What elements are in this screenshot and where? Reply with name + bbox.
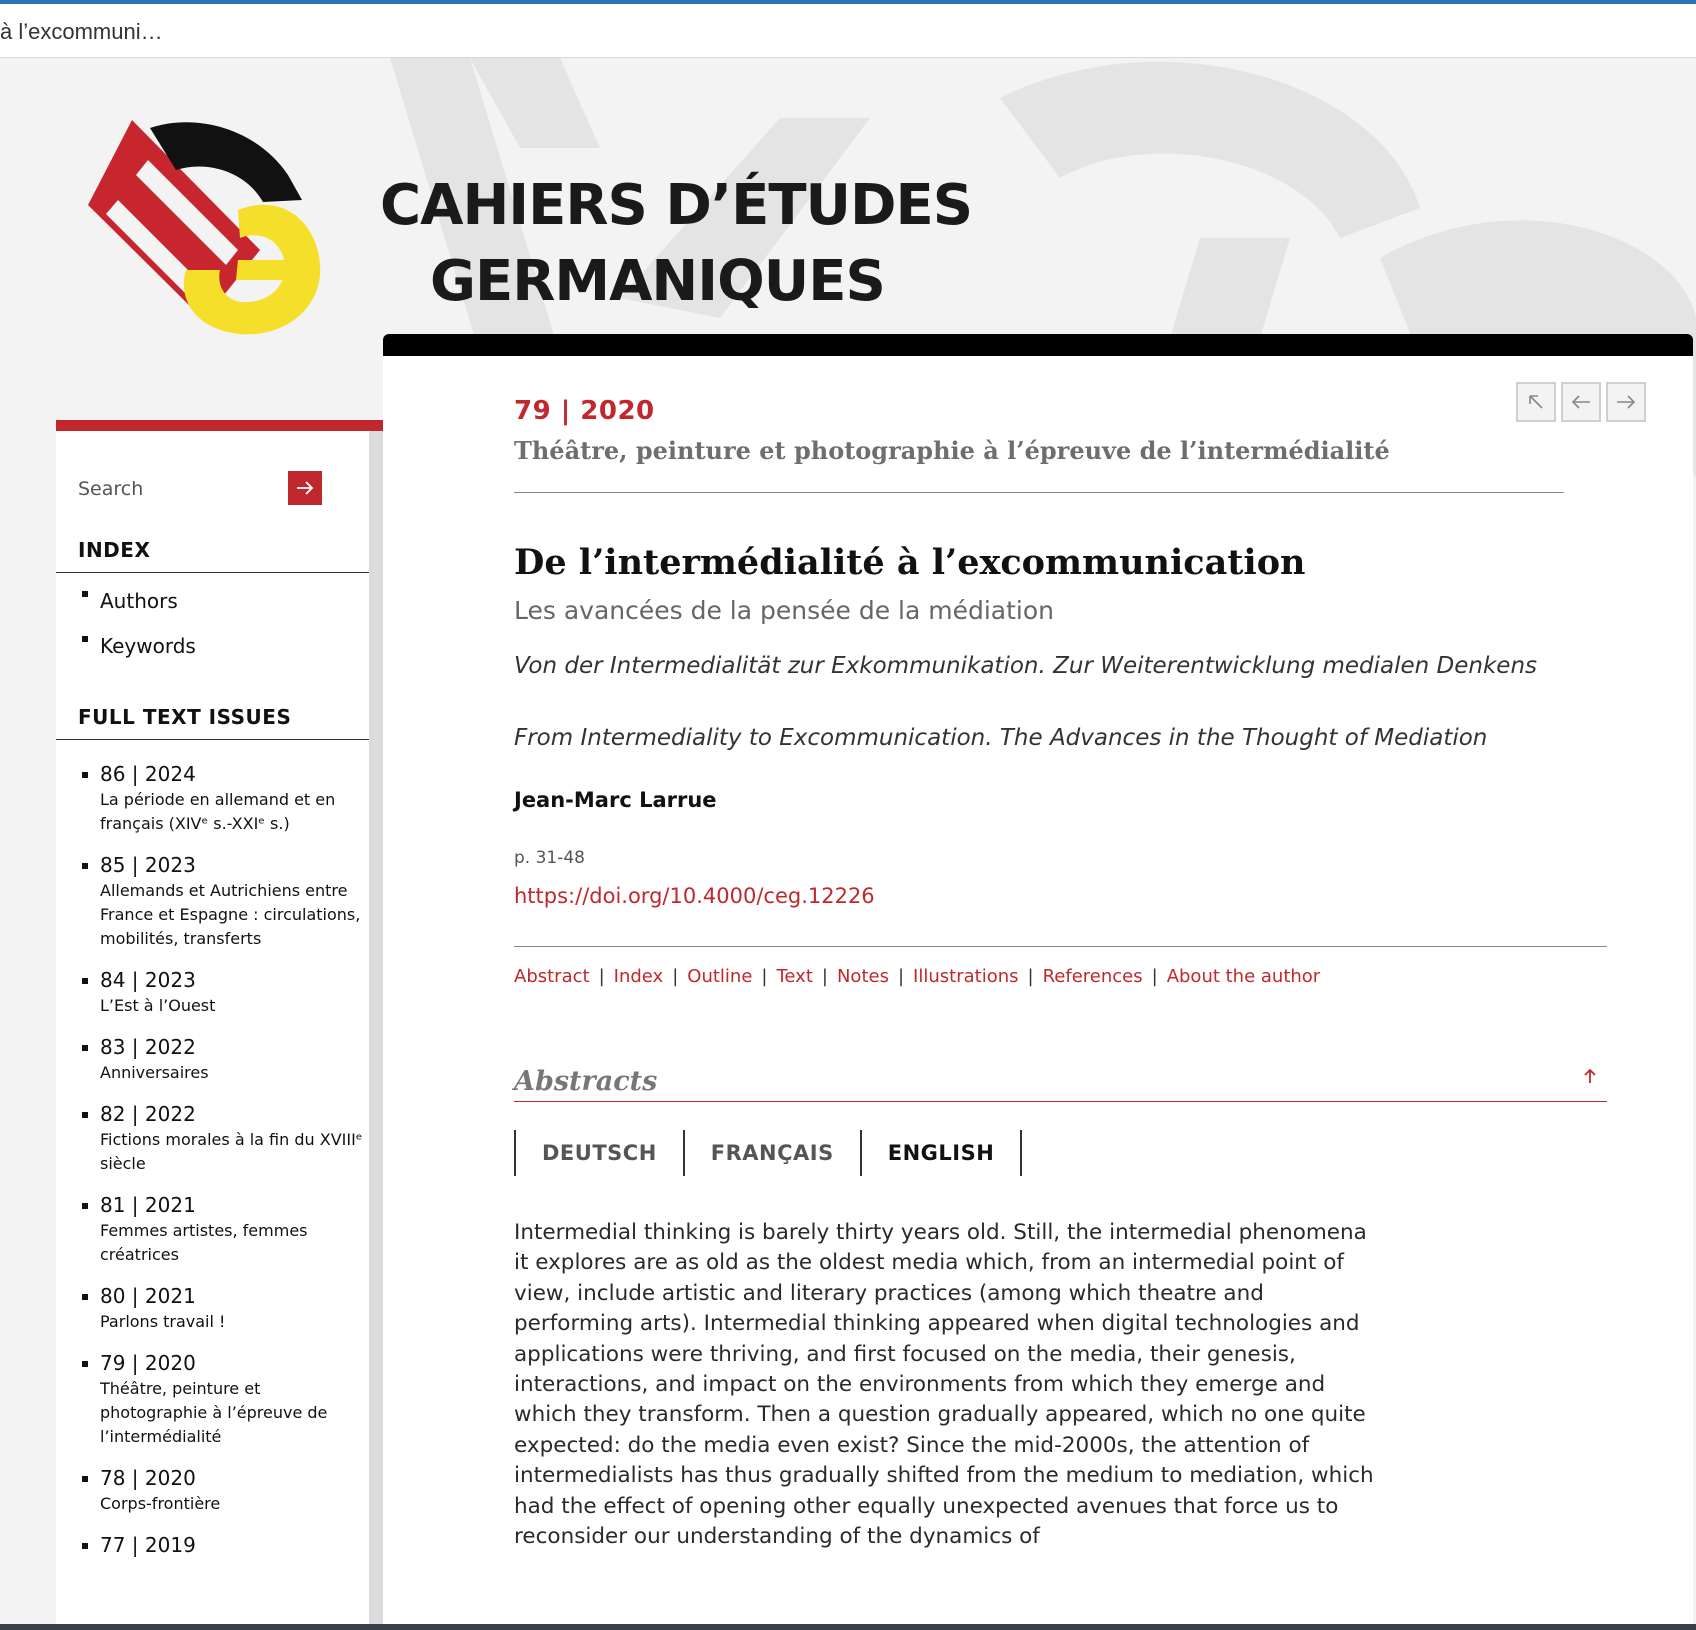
issue-number[interactable]: 83 | 2022 xyxy=(100,1035,196,1059)
abstract-language-tabs xyxy=(514,1130,1022,1176)
issue-title[interactable]: Fictions morales à la fin du XVIIIᵉ siècle xyxy=(100,1130,363,1173)
issue-item[interactable] xyxy=(56,1033,383,1085)
sidebar xyxy=(56,420,383,1630)
separator: | xyxy=(1027,966,1034,987)
ceg-logo-icon xyxy=(88,120,328,350)
tab-deutsch[interactable]: DEUTSCH xyxy=(514,1130,683,1176)
index-list xyxy=(56,579,383,669)
alt-title-german: Von der Intermedialität zur Exkommunikation. Zur Weiterentwicklung medialen Denkens xyxy=(514,653,1538,679)
section-links xyxy=(514,966,1320,987)
tab-francais[interactable]: FRANÇAIS xyxy=(683,1130,860,1176)
separator: | xyxy=(761,966,768,987)
issue-title[interactable]: Théâtre, peinture et photographie à l’épreuve de l’intermédialité xyxy=(100,1379,328,1446)
abstracts-section-header xyxy=(514,1058,1607,1102)
full-text-issues-heading: FULL TEXT ISSUES xyxy=(56,705,371,740)
toc-link-outline[interactable]: Outline xyxy=(687,966,753,987)
issue-title[interactable]: Parlons travail ! xyxy=(100,1312,226,1331)
issue-item[interactable] xyxy=(56,1464,383,1516)
issue-item[interactable] xyxy=(56,760,383,836)
divider xyxy=(514,946,1607,947)
issue-item[interactable] xyxy=(56,1282,383,1334)
toc-link-references[interactable]: References xyxy=(1042,966,1143,987)
toc-link-index[interactable]: Index xyxy=(613,966,664,987)
issue-item[interactable] xyxy=(56,1100,383,1176)
doi-link[interactable]: https://doi.org/10.4000/ceg.12226 xyxy=(514,884,875,908)
issue-number[interactable]: 80 | 2021 xyxy=(100,1284,196,1308)
index-heading: INDEX xyxy=(56,538,371,573)
article-title: De l’intermédialité à l’excommunication xyxy=(514,542,1306,583)
issue-title[interactable]: Allemands et Autrichiens entre France et Espagne : circulations, mobilités, transferts xyxy=(100,881,361,948)
search-input[interactable] xyxy=(78,473,318,505)
abstract-text: Intermedial thinking is barely thirty years old. Still, the intermedial phenomena it explores are as old as the oldest media which, from an intermedial point of view, include artistic and literary practices (among which theatre and performing arts). Intermedial thinking appeared when digital technologies and applications were thriving, and first focused on the media, their genesis, interactions, and impact on the environments from which they emerge and which they transform. Then a question gradually appeared, which no one quite expected: do the media even exist? Since the mid-2000s, the attention of intermedialists has thus gradually shifted from the medium to mediation, which had the effect of opening other equally unexpected avenues that force us to reconsider our understanding of the dynamics of xyxy=(514,1220,1374,1550)
left-arrow-icon xyxy=(1571,394,1591,410)
article-navigation xyxy=(1516,382,1646,422)
separator: | xyxy=(672,966,679,987)
toc-link-notes[interactable]: Notes xyxy=(836,966,889,987)
author-name[interactable]: Jean-Marc Larrue xyxy=(514,788,717,812)
abstracts-heading: Abstracts xyxy=(514,1066,658,1097)
right-arrow-icon xyxy=(296,481,314,495)
toc-link-about-author[interactable]: About the author xyxy=(1166,966,1321,987)
issue-title[interactable]: La période en allemand et en français (XIVᵉ s.-XXIᵉ s.) xyxy=(100,790,336,833)
issue-title[interactable]: Anniversaires xyxy=(100,1063,209,1082)
separator: | xyxy=(821,966,828,987)
index-item-keywords xyxy=(56,624,383,669)
window-bottom-edge xyxy=(0,1624,1696,1630)
issue-number[interactable]: 85 | 2023 xyxy=(100,853,196,877)
authors-link[interactable]: Authors xyxy=(100,589,178,613)
issues-list xyxy=(56,760,383,1574)
issue-title[interactable]: Femmes artistes, femmes créatrices xyxy=(100,1221,308,1264)
article-subtitle: Les avancées de la pensée de la médiation xyxy=(514,596,1055,625)
browser-tab-bar xyxy=(0,4,1696,58)
up-button[interactable] xyxy=(1516,382,1556,422)
issue-number[interactable]: 78 | 2020 xyxy=(100,1466,196,1490)
issue-item[interactable] xyxy=(56,1531,383,1559)
issue-item[interactable] xyxy=(56,1349,383,1449)
toc-link-abstract[interactable]: Abstract xyxy=(514,966,590,987)
separator: | xyxy=(598,966,605,987)
index-item-authors xyxy=(56,579,383,624)
issue-number[interactable]: 84 | 2023 xyxy=(100,968,196,992)
separator: | xyxy=(1151,966,1158,987)
toc-link-illustrations[interactable]: Illustrations xyxy=(913,966,1019,987)
browser-tab-title[interactable]: à l’excommuni… xyxy=(0,19,163,44)
next-button[interactable] xyxy=(1606,382,1646,422)
issue-item[interactable] xyxy=(56,966,383,1018)
issue-theme[interactable]: Théâtre, peinture et photographie à l’épreuve de l’intermédialité xyxy=(514,436,1390,465)
main-content xyxy=(383,334,1693,1630)
issue-title[interactable]: L’Est à l’Ouest xyxy=(100,996,216,1015)
issue-title[interactable]: Corps-frontière xyxy=(100,1494,221,1513)
issue-number[interactable]: 82 | 2022 xyxy=(100,1102,196,1126)
previous-button[interactable] xyxy=(1561,382,1601,422)
search-submit-button[interactable] xyxy=(288,471,322,505)
journal-title-line-1[interactable]: CAHIERS D’ÉTUDES xyxy=(380,173,973,238)
up-left-arrow-icon xyxy=(1527,393,1545,411)
page xyxy=(0,58,1696,1630)
keywords-link[interactable]: Keywords xyxy=(100,634,196,658)
alt-title-english: From Intermediality to Excommunication. The Advances in the Thought of Mediation xyxy=(514,725,1488,751)
page-range: p. 31-48 xyxy=(514,848,585,868)
issue-number[interactable]: 77 | 2019 xyxy=(100,1533,196,1557)
toc-link-text[interactable]: Text xyxy=(776,966,813,987)
sidebar-scrollbar[interactable] xyxy=(369,431,383,1630)
search-form xyxy=(56,469,383,509)
issue-item[interactable] xyxy=(56,1191,383,1267)
issue-number[interactable]: 81 | 2021 xyxy=(100,1193,196,1217)
issue-number[interactable]: 86 | 2024 xyxy=(100,762,196,786)
up-arrow-icon[interactable] xyxy=(1583,1068,1597,1084)
divider xyxy=(514,492,1564,493)
separator: | xyxy=(897,966,905,987)
issue-item[interactable] xyxy=(56,851,383,951)
issue-number[interactable]: 79 | 2020 xyxy=(100,1351,196,1375)
right-arrow-icon xyxy=(1616,394,1636,410)
journal-title-line-2[interactable]: GERMANIQUES xyxy=(430,249,885,314)
issue-reference[interactable]: 79 | 2020 xyxy=(514,396,655,426)
tab-english[interactable]: ENGLISH xyxy=(860,1130,1023,1176)
